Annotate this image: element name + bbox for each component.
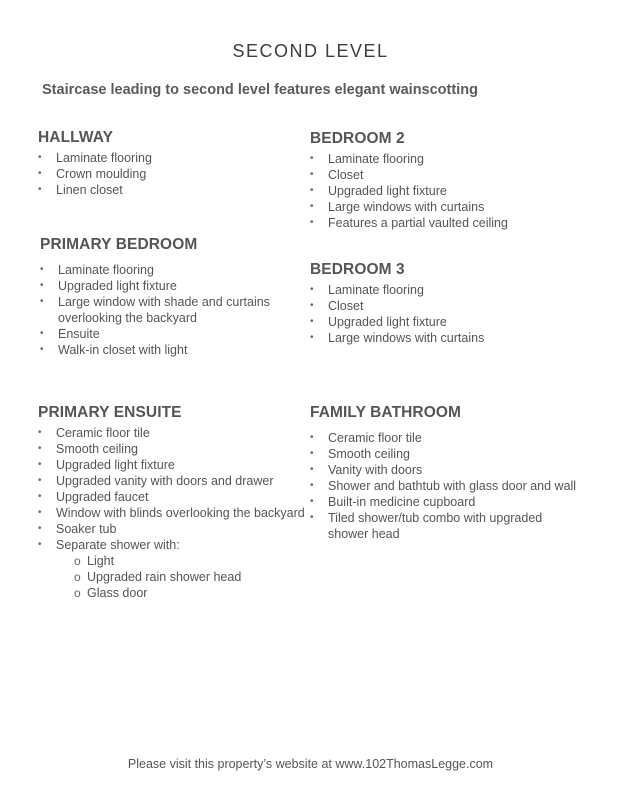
feature-list [40, 262, 290, 358]
list-item: • Ceramic floor tile [38, 425, 323, 441]
list-item: • Features a partial vaulted ceiling [310, 215, 600, 231]
list-item: • Smooth ceiling [38, 441, 323, 457]
section-heading: BEDROOM 2 [310, 130, 405, 147]
section-heading: HALLWAY [38, 129, 114, 146]
list-item: • Upgraded light fixture [310, 314, 600, 330]
list-item: • Laminate flooring [38, 150, 298, 166]
page-title: SECOND LEVEL [232, 41, 389, 61]
list-item: • Large windows with curtains [310, 330, 600, 346]
list-item: • Tiled shower/tub combo with upgraded shower head [310, 510, 600, 542]
list-item: • Smooth ceiling [310, 446, 600, 462]
section-primary-ensuite [38, 404, 323, 601]
list-item: • Laminate flooring [310, 151, 600, 167]
section-heading: PRIMARY ENSUITE [38, 404, 182, 421]
list-item: • Window with blinds overlooking the backyard [38, 505, 323, 521]
list-item: • Walk-in closet with light [40, 342, 290, 358]
list-item: • Large windows with curtains [310, 199, 600, 215]
list-item: • Upgraded light fixture [40, 278, 290, 294]
list-item: • Shower and bathtub with glass door and wall [310, 478, 600, 494]
list-item: • Upgraded light fixture [38, 457, 323, 473]
section-family-bathroom [310, 404, 600, 542]
footer-website-note: Please visit this property’s website at www.102ThomasLegge.com [127, 757, 494, 771]
feature-list [310, 151, 600, 231]
list-item: • Large window with shade and curtains overlooking the backyard [40, 294, 290, 326]
list-item: • Upgraded faucet [38, 489, 323, 505]
feature-list [310, 282, 600, 346]
section-primary-bedroom [40, 236, 290, 358]
section-bedroom-2 [310, 130, 600, 231]
section-bedroom-3 [310, 261, 600, 346]
list-item: • Upgraded vanity with doors and drawer [38, 473, 323, 489]
section-heading: FAMILY BATHROOM [310, 404, 462, 421]
sub-list-item: o Upgraded rain shower head [74, 569, 323, 585]
list-item: • Closet [310, 167, 600, 183]
list-item: • Crown moulding [38, 166, 298, 182]
section-heading: PRIMARY BEDROOM [40, 236, 198, 253]
sub-list-item: o Glass door [74, 585, 323, 601]
shower-sub-list [38, 553, 323, 601]
list-item: • Laminate flooring [40, 262, 290, 278]
list-item: • Upgraded light fixture [310, 183, 600, 199]
list-item: • Laminate flooring [310, 282, 600, 298]
feature-list [38, 150, 298, 198]
sub-list-item: o Light [74, 553, 323, 569]
list-item: • Linen closet [38, 182, 298, 198]
list-item: • Closet [310, 298, 600, 314]
page-subtitle: Staircase leading to second level features elegant wainscotting [42, 82, 478, 98]
list-item: • Ceramic floor tile [310, 430, 600, 446]
section-hallway [38, 129, 298, 198]
list-item: • Soaker tub [38, 521, 323, 537]
feature-list [310, 430, 600, 542]
list-item: • Ensuite [40, 326, 290, 342]
feature-list [38, 425, 323, 553]
list-item: • Vanity with doors [310, 462, 600, 478]
list-item: • Separate shower with: [38, 537, 323, 553]
list-item: • Built-in medicine cupboard [310, 494, 600, 510]
section-heading: BEDROOM 3 [310, 261, 405, 278]
